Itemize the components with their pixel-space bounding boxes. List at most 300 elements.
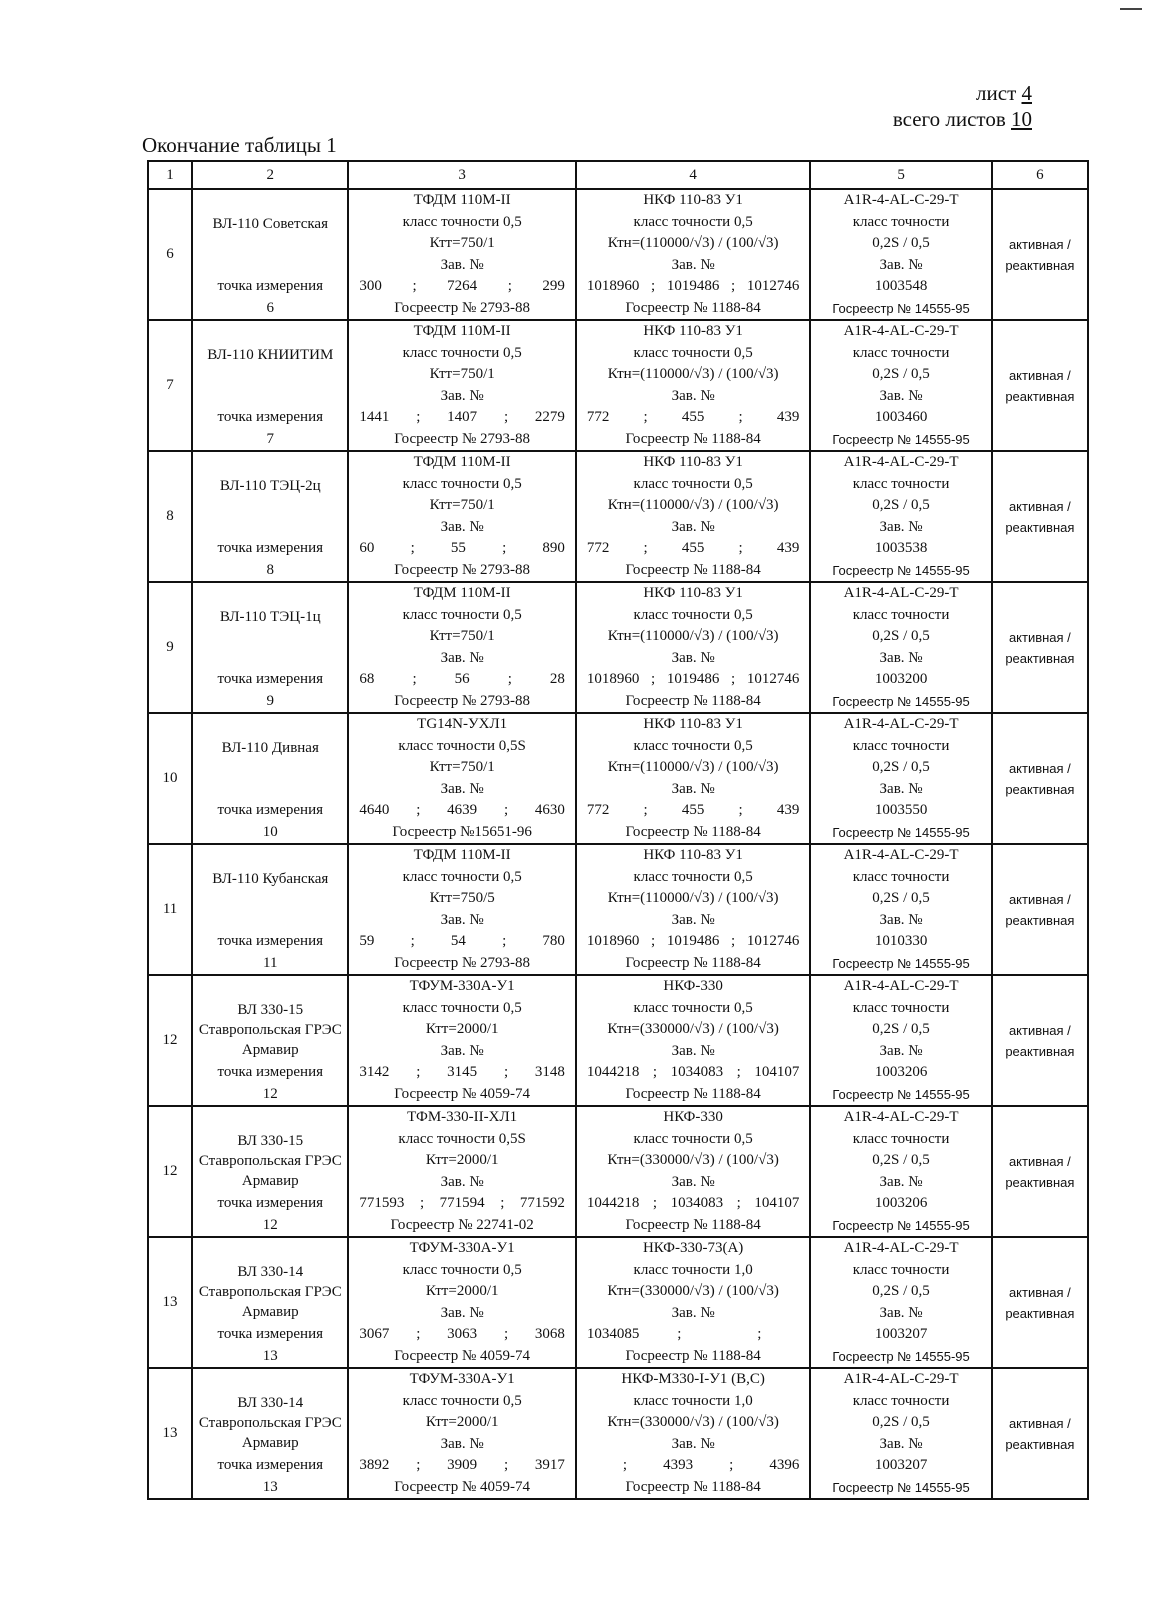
meter-class-label: класс точности (852, 475, 950, 492)
ct-registry: Госреестр № 2793-88 (394, 692, 531, 709)
location-cell (192, 451, 348, 582)
serial-value: 3909 (447, 1457, 478, 1473)
meter-accuracy: 0,2S / 0,5 (872, 1152, 930, 1168)
ct-type: ТФУМ-330А-У1 (409, 1240, 515, 1256)
header-cell: 6 (992, 161, 1088, 189)
current-transformer-cell (348, 320, 575, 451)
meter-serial-label: Зав. № (879, 780, 923, 797)
table-row (148, 975, 1088, 1106)
row-number: 9 (148, 582, 192, 713)
serial-separator: ; (643, 409, 648, 425)
measurement-point-label: точка измерения (217, 802, 323, 818)
measurement-point (193, 1193, 347, 1236)
vt-ratio: Ктн=(110000/√3) / (100/√3) (607, 497, 779, 513)
meter-cell (810, 582, 991, 713)
voltage-transformer-cell (576, 1237, 810, 1368)
location-cell (192, 844, 348, 975)
serial-separator: ; (410, 933, 415, 949)
serial-value: 771593 (359, 1195, 405, 1211)
meter-accuracy: 0,2S / 0,5 (872, 366, 930, 382)
table-row (148, 1106, 1088, 1237)
vt-type: НКФ-М330-I-У1 (В,С) (621, 1371, 765, 1387)
serial-separator: ; (643, 540, 648, 556)
serial-separator: ; (503, 802, 509, 818)
serial-value: 54 (450, 933, 466, 949)
current-transformer-cell (348, 451, 575, 582)
vt-ratio: Ктн=(110000/√3) / (100/√3) (607, 759, 779, 775)
measurement-point (193, 1324, 347, 1367)
sheet-number-line (893, 80, 1032, 106)
serial-value: 4393 (663, 1457, 694, 1473)
ct-ratio: Ктт=750/1 (429, 366, 495, 382)
vt-ratio: Ктн=(110000/√3) / (100/√3) (607, 890, 779, 906)
serial-value: 455 (681, 540, 705, 556)
location-cell (192, 713, 348, 844)
current-transformer-cell (348, 975, 575, 1106)
voltage-transformer-cell (576, 1368, 810, 1499)
meter-cell (810, 451, 991, 582)
serial-separator: ; (416, 1457, 421, 1473)
ct-registry: Госреестр № 4059-74 (394, 1478, 531, 1495)
header-cell: 4 (576, 161, 810, 189)
energy-type-active: активная / (1008, 1153, 1071, 1169)
meter-class-label: класс точности (852, 999, 950, 1016)
serial-value: 1019486 (666, 278, 720, 294)
meter-serial: 1003206 (874, 1064, 928, 1080)
serial-value: 455 (681, 409, 705, 425)
serial-separator: ; (507, 671, 512, 687)
serial-separator: ; (503, 409, 509, 425)
vt-ratio: Ктн=(330000/√3) / (100/√3) (607, 1021, 779, 1037)
line-name: ВЛ 330-14 Ставропольская ГРЭС Армавир (198, 1395, 342, 1451)
serial-separator: ; (416, 1064, 421, 1080)
serial-value: 772 (586, 409, 610, 425)
vt-ratio: Ктн=(110000/√3) / (100/√3) (607, 235, 779, 251)
ct-class: класс точности 0,5 (402, 1392, 522, 1409)
ct-serials (349, 1193, 574, 1215)
serial-value: 439 (776, 802, 800, 818)
vt-serials (577, 1455, 809, 1477)
energy-type-active: активная / (1008, 1022, 1071, 1038)
serial-value: 3892 (359, 1457, 390, 1473)
table-row (148, 844, 1088, 975)
ct-serial-label: Зав. № (440, 1173, 484, 1190)
measurement-point-label: точка измерения (217, 1326, 323, 1342)
current-transformer-cell (348, 189, 575, 320)
vt-registry: Госреестр № 1188-84 (625, 1216, 761, 1233)
vt-serials (577, 407, 809, 429)
meter-type: A1R-4-AL-C-29-T (843, 585, 959, 601)
table-row (148, 582, 1088, 713)
meter-cell (810, 844, 991, 975)
ct-registry: Госреестр № 2793-88 (394, 954, 531, 971)
serial-separator: ; (502, 540, 507, 556)
measurement-point-number: 6 (266, 299, 274, 316)
energy-type-cell (992, 320, 1088, 451)
serial-value: 4640 (359, 802, 390, 818)
table-row (148, 713, 1088, 844)
serial-separator: ; (503, 1457, 509, 1473)
vt-registry: Госреестр № 1188-84 (625, 1085, 761, 1102)
ct-ratio: Ктт=750/5 (429, 890, 495, 906)
meter-class-label: класс точности (852, 1130, 950, 1147)
meter-class-label: класс точности (852, 1261, 950, 1278)
location-cell (192, 582, 348, 713)
ct-type: ТФДМ 110М-II (413, 323, 511, 339)
ct-serials (349, 800, 574, 822)
meter-accuracy: 0,2S / 0,5 (872, 1283, 930, 1299)
row-number: 10 (148, 713, 192, 844)
serial-separator: ; (736, 1195, 741, 1211)
meter-cell (810, 1106, 991, 1237)
vt-registry: Госреестр № 1188-84 (625, 561, 761, 578)
row-number: 7 (148, 320, 192, 451)
current-transformer-cell (348, 1237, 575, 1368)
ct-serial-label: Зав. № (440, 911, 484, 928)
measurement-point (193, 538, 347, 581)
serial-value: 56 (454, 671, 470, 687)
serial-separator: ; (731, 278, 736, 294)
meter-type: A1R-4-AL-C-29-T (843, 847, 959, 863)
meter-type: A1R-4-AL-C-29-T (843, 454, 959, 470)
vt-type: НКФ 110-83 У1 (643, 192, 743, 208)
ct-type: ТФДМ 110М-II (413, 585, 511, 601)
ct-type: ТФДМ 110М-II (413, 454, 511, 470)
measurement-point (193, 276, 347, 319)
header-cell: 3 (348, 161, 575, 189)
ct-ratio: Ктт=750/1 (429, 497, 495, 513)
measurement-point-label: точка измерения (217, 933, 323, 949)
serial-value: 772 (586, 802, 610, 818)
measurement-point-label: точка измерения (217, 278, 323, 294)
vt-ratio: Ктн=(110000/√3) / (100/√3) (607, 628, 779, 644)
energy-type-cell (992, 713, 1088, 844)
serial-separator: ; (412, 278, 417, 294)
ct-serials (349, 276, 574, 298)
serial-value: 780 (542, 933, 565, 949)
meter-class-label: класс точности (852, 737, 950, 754)
line-name: ВЛ-110 ТЭЦ-1ц (219, 609, 321, 625)
ct-registry: Госреестр № 2793-88 (394, 561, 531, 578)
energy-type-active: активная / (1008, 760, 1071, 776)
measurement-point-number: 12 (262, 1085, 278, 1102)
ct-serial-label: Зав. № (440, 1435, 484, 1452)
row-number: 12 (148, 975, 192, 1106)
ct-class: класс точности 0,5S (398, 737, 526, 754)
serial-separator: ; (416, 409, 421, 425)
serial-separator: ; (738, 409, 743, 425)
vt-serials (577, 931, 809, 953)
line-name: ВЛ 330-15 Ставропольская ГРЭС Армавир (198, 1133, 342, 1189)
energy-type-cell (992, 189, 1088, 320)
serial-value: 1044218 (586, 1064, 640, 1080)
vt-type: НКФ 110-83 У1 (643, 716, 743, 732)
sheet-label: лист (976, 81, 1017, 105)
meter-accuracy: 0,2S / 0,5 (872, 890, 930, 906)
serial-value: 104107 (754, 1195, 800, 1211)
measurement-point-number: 7 (266, 430, 274, 447)
serial-value: 3148 (534, 1064, 565, 1080)
serial-value: 439 (776, 540, 800, 556)
vt-type: НКФ 110-83 У1 (643, 585, 743, 601)
vt-registry: Госреестр № 1188-84 (625, 1347, 761, 1364)
vt-class: класс точности 0,5 (633, 606, 753, 623)
ct-serial-label: Зав. № (440, 780, 484, 797)
voltage-transformer-cell (576, 713, 810, 844)
ct-class: класс точности 0,5 (402, 213, 522, 230)
meter-registry: Госреестр № 14555-95 (832, 1479, 970, 1495)
ct-serial-label: Зав. № (440, 1304, 484, 1321)
ct-class: класс точности 0,5 (402, 475, 522, 492)
ct-type: ТФУМ-330А-У1 (409, 978, 515, 994)
row-number: 11 (148, 844, 192, 975)
vt-serial-label: Зав. № (671, 911, 715, 928)
serial-separator: ; (651, 278, 656, 294)
meter-registry: Госреестр № 14555-95 (832, 300, 970, 316)
measurement-point-number: 11 (263, 954, 278, 971)
energy-type-reactive: реактивная (1005, 781, 1075, 797)
ct-ratio: Ктт=2000/1 (425, 1283, 499, 1299)
line-name: ВЛ-110 Советская (212, 216, 328, 232)
serial-value: 1019486 (666, 671, 720, 687)
serial-separator: ; (729, 1457, 734, 1473)
vt-serials (577, 800, 809, 822)
serial-separator: ; (412, 671, 417, 687)
vt-class: класс точности 1,0 (633, 1261, 753, 1278)
meter-serial: 1003207 (874, 1457, 928, 1473)
meter-serial-label: Зав. № (879, 387, 923, 404)
ct-type: ТФДМ 110М-II (413, 847, 511, 863)
meter-registry: Госреестр № 14555-95 (832, 955, 970, 971)
vt-class: класс точности 1,0 (633, 1392, 753, 1409)
ct-ratio: Ктт=2000/1 (425, 1414, 499, 1430)
current-transformer-cell (348, 1368, 575, 1499)
ct-serials (349, 1455, 574, 1477)
serial-value: 771592 (519, 1195, 565, 1211)
vt-serials (577, 1062, 809, 1084)
meter-cell (810, 1237, 991, 1368)
serial-separator: ; (643, 802, 648, 818)
table-row (148, 1368, 1088, 1499)
voltage-transformer-cell (576, 1106, 810, 1237)
vt-serial-label: Зав. № (671, 649, 715, 666)
measurement-point-label: точка измерения (217, 1064, 323, 1080)
energy-type-active: активная / (1008, 498, 1071, 514)
energy-type-reactive: реактивная (1005, 388, 1075, 404)
energy-type-reactive: реактивная (1005, 257, 1075, 273)
measurement-point-label: точка измерения (217, 1457, 323, 1473)
header-cell: 5 (810, 161, 991, 189)
serial-value: 2279 (534, 409, 565, 425)
ct-class: класс точности 0,5 (402, 868, 522, 885)
serial-separator: ; (419, 1195, 425, 1211)
serial-value: 1018960 (586, 933, 640, 949)
energy-type-cell (992, 844, 1088, 975)
vt-registry: Госреестр № 1188-84 (625, 1478, 761, 1495)
vt-registry: Госреестр № 1188-84 (625, 430, 761, 447)
vt-ratio: Ктн=(110000/√3) / (100/√3) (607, 366, 779, 382)
serial-separator: ; (502, 933, 507, 949)
ct-registry: Госреестр № 4059-74 (394, 1085, 531, 1102)
meter-cell (810, 713, 991, 844)
vt-ratio: Ктн=(330000/√3) / (100/√3) (607, 1152, 779, 1168)
serial-value: 60 (359, 540, 375, 556)
vt-type: НКФ 110-83 У1 (643, 454, 743, 470)
ct-registry: Госреестр №15651-96 (392, 823, 532, 840)
serial-value: 1012746 (746, 671, 800, 687)
voltage-transformer-cell (576, 975, 810, 1106)
current-transformer-cell (348, 844, 575, 975)
serial-separator: ; (738, 540, 743, 556)
energy-type-active: активная / (1008, 891, 1071, 907)
meter-class-label: класс точности (852, 213, 950, 230)
meter-registry: Госреестр № 14555-95 (832, 562, 970, 578)
ct-ratio: Ктт=750/1 (429, 628, 495, 644)
serial-value: 3067 (359, 1326, 390, 1342)
serial-separator: ; (757, 1326, 762, 1342)
row-number: 12 (148, 1106, 192, 1237)
measurement-point-label: точка измерения (217, 540, 323, 556)
vt-serials (577, 276, 809, 298)
meter-type: A1R-4-AL-C-29-T (843, 978, 959, 994)
serial-value: 1019486 (666, 933, 720, 949)
serial-separator: ; (410, 540, 415, 556)
meter-type: A1R-4-AL-C-29-T (843, 716, 959, 732)
energy-type-reactive: реактивная (1005, 1305, 1075, 1321)
vt-class: класс точности 0,5 (633, 737, 753, 754)
serial-separator: ; (507, 278, 512, 294)
meter-registry: Госреестр № 14555-95 (832, 1086, 970, 1102)
meter-registry: Госреестр № 14555-95 (832, 824, 970, 840)
sheet-info (893, 80, 1032, 132)
serial-value: 1044218 (586, 1195, 640, 1211)
energy-type-cell (992, 1368, 1088, 1499)
vt-registry: Госреестр № 1188-84 (625, 823, 761, 840)
vt-serials (577, 669, 809, 691)
measurement-point (193, 931, 347, 974)
vt-serial-label: Зав. № (671, 1435, 715, 1452)
measurement-point-number: 10 (262, 823, 278, 840)
serial-value: 1018960 (586, 278, 640, 294)
meter-class-label: класс точности (852, 1392, 950, 1409)
serial-value: 299 (542, 278, 565, 294)
serial-value: 7264 (447, 278, 478, 294)
location-cell (192, 189, 348, 320)
ct-serials (349, 1324, 574, 1346)
meter-serial-label: Зав. № (879, 1435, 923, 1452)
measurement-point (193, 669, 347, 712)
location-cell (192, 1237, 348, 1368)
measurement-point-label: точка измерения (217, 671, 323, 687)
vt-serial-label: Зав. № (671, 1304, 715, 1321)
serial-value: 439 (776, 409, 800, 425)
meter-type: A1R-4-AL-C-29-T (843, 192, 959, 208)
serial-value: 4396 (769, 1457, 800, 1473)
meter-registry: Госреестр № 14555-95 (832, 1217, 970, 1233)
sheet-number: 4 (1021, 81, 1032, 105)
serial-value: 1034083 (670, 1195, 724, 1211)
serial-separator: ; (731, 933, 736, 949)
table-header-row (148, 161, 1088, 189)
measurement-point-number: 13 (262, 1478, 278, 1495)
line-name: ВЛ 330-15 Ставропольская ГРЭС Армавир (198, 1002, 342, 1058)
table-row (148, 189, 1088, 320)
vt-serials (577, 1193, 809, 1215)
vt-serial-label: Зав. № (671, 1042, 715, 1059)
serial-separator: ; (652, 1195, 658, 1211)
ct-class: класс точности 0,5 (402, 606, 522, 623)
serial-separator: ; (416, 1326, 421, 1342)
meter-cell (810, 975, 991, 1106)
measurement-point-number: 13 (262, 1347, 278, 1364)
row-number: 8 (148, 451, 192, 582)
location-cell (192, 1368, 348, 1499)
meter-registry: Госреестр № 14555-95 (832, 1348, 970, 1364)
ct-ratio: Ктт=2000/1 (425, 1152, 499, 1168)
line-name: ВЛ-110 ТЭЦ-2ц (219, 478, 321, 494)
ct-serial-label: Зав. № (440, 649, 484, 666)
ct-type: ТФДМ 110М-II (413, 192, 511, 208)
table-caption: Окончание таблицы 1 (142, 133, 337, 157)
serial-separator: ; (651, 933, 656, 949)
ct-type: TG14N-УХЛ1 (417, 716, 508, 732)
voltage-transformer-cell (576, 582, 810, 713)
meter-serial: 1010330 (874, 933, 928, 949)
serial-value: 1034085 (586, 1326, 640, 1342)
meter-class-label: класс точности (852, 344, 950, 361)
meter-cell (810, 320, 991, 451)
meter-cell (810, 189, 991, 320)
serial-separator: ; (652, 1064, 658, 1080)
serial-value: 68 (359, 671, 375, 687)
meter-serial-label: Зав. № (879, 1173, 923, 1190)
serial-value: 59 (359, 933, 375, 949)
ct-serial-label: Зав. № (440, 1042, 484, 1059)
meter-serial: 1003200 (874, 671, 928, 687)
vt-class: класс точности 0,5 (633, 1130, 753, 1147)
serial-value: 1012746 (746, 278, 800, 294)
serial-value: 3142 (359, 1064, 390, 1080)
serial-value: 3063 (447, 1326, 478, 1342)
location-cell (192, 320, 348, 451)
vt-serial-label: Зав. № (671, 387, 715, 404)
ct-class: класс точности 0,5 (402, 344, 522, 361)
ct-type: ТФУМ-330А-У1 (409, 1371, 515, 1387)
measurement-point-number: 9 (266, 692, 274, 709)
current-transformer-cell (348, 713, 575, 844)
ct-ratio: Ктт=2000/1 (425, 1021, 499, 1037)
equipment-table (147, 160, 1089, 1500)
voltage-transformer-cell (576, 844, 810, 975)
vt-serial-label: Зав. № (671, 518, 715, 535)
energy-type-reactive: реактивная (1005, 1174, 1075, 1190)
meter-registry: Госреестр № 14555-95 (832, 431, 970, 447)
ct-registry: Госреестр № 22741-02 (390, 1216, 534, 1233)
meter-registry: Госреестр № 14555-95 (832, 693, 970, 709)
energy-type-active: активная / (1008, 629, 1071, 645)
energy-type-reactive: реактивная (1005, 1043, 1075, 1059)
measurement-point (193, 800, 347, 843)
header-cell: 2 (192, 161, 348, 189)
serial-separator: ; (651, 671, 656, 687)
ct-class: класс точности 0,5 (402, 1261, 522, 1278)
ct-serials (349, 1062, 574, 1084)
energy-type-active: активная / (1008, 367, 1071, 383)
energy-type-reactive: реактивная (1005, 650, 1075, 666)
meter-accuracy: 0,2S / 0,5 (872, 759, 930, 775)
vt-class: класс точности 0,5 (633, 999, 753, 1016)
serial-value: 1018960 (586, 671, 640, 687)
